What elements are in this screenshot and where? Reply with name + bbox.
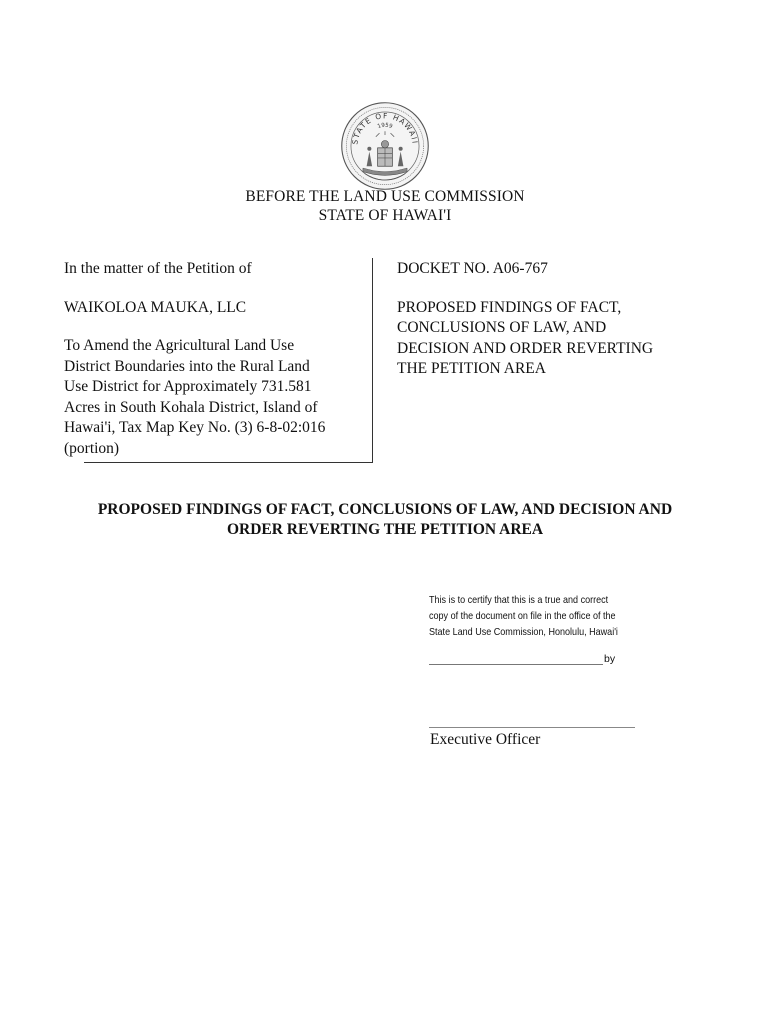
purpose-line: District Boundaries into the Rural Land — [64, 357, 310, 375]
purpose-line: Hawai'i, Tax Map Key No. (3) 6-8-02:016 — [64, 419, 326, 436]
certification-line: This is to certify that this is a true and correct — [429, 594, 609, 606]
state-seal — [339, 100, 431, 192]
subject-line: PROPOSED FINDINGS OF FACT, — [397, 298, 622, 316]
document-title-line-1: PROPOSED FINDINGS OF FACT, CONCLUSIONS OF LAW, AND DECISION AND — [97, 501, 673, 518]
commission-header: BEFORE THE LAND USE COMMISSION — [245, 188, 525, 205]
seal-text-top: STATE OF HAWAII — [350, 111, 420, 146]
docket-number: DOCKET NO. A06-767 — [397, 260, 548, 277]
petitioner-name: WAIKOLOA MAUKA, LLC — [64, 298, 247, 316]
signature-line-officer — [429, 727, 635, 728]
purpose-line: Use District for Approximately 731.581 — [64, 378, 312, 395]
signature-line-by — [429, 664, 603, 665]
caption-divider-horizontal — [84, 462, 373, 463]
subject-line: THE PETITION AREA — [397, 360, 546, 377]
matter-line: In the matter of the Petition of — [64, 260, 252, 277]
purpose-line: (portion) — [64, 439, 120, 457]
state-header: STATE OF HAWAI'I — [318, 207, 452, 224]
certification-line: copy of the document on file in the office of the — [429, 610, 616, 622]
executive-officer-label: Executive Officer — [430, 731, 541, 748]
purpose-line: Acres in South Kohala District, Island of — [64, 398, 318, 416]
state-seal-graphic — [339, 100, 431, 192]
certification-block — [429, 592, 627, 640]
seal-year: 1959 — [376, 122, 394, 131]
by-label: by — [604, 653, 616, 665]
document-title-line-2: ORDER REVERTING THE PETITION AREA — [226, 521, 544, 538]
caption-divider-vertical — [372, 258, 373, 462]
caption-left — [64, 259, 364, 459]
subject-line: CONCLUSIONS OF LAW, AND — [397, 319, 607, 336]
caption-right — [397, 259, 697, 380]
purpose-line: To Amend the Agricultural Land Use — [64, 337, 295, 354]
subject-line: DECISION AND ORDER REVERTING — [397, 339, 654, 357]
certification-line: State Land Use Commission, Honolulu, Hawai'i — [429, 626, 618, 638]
